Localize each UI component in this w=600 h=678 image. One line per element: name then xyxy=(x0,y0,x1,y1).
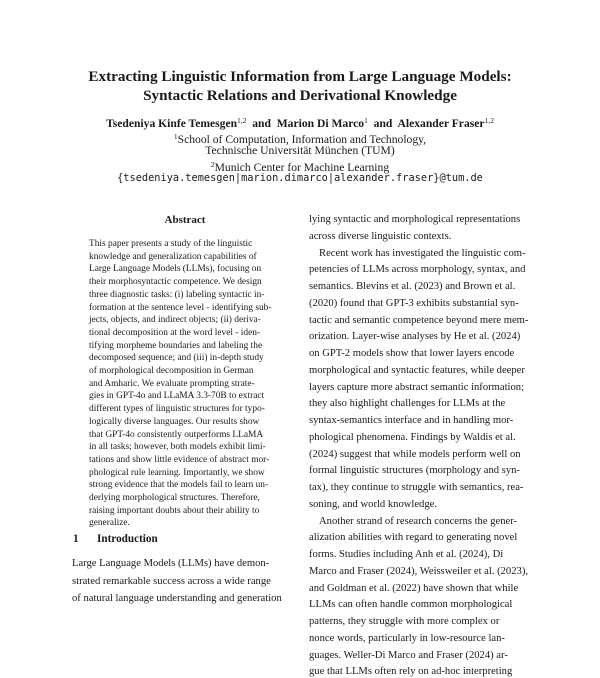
section-title: Introduction xyxy=(97,533,158,545)
text-line: (2024) suggest that while models perform well on xyxy=(309,448,521,460)
text-line: strong evidence that the models fail to learn un- xyxy=(89,480,269,491)
paper-title xyxy=(40,67,560,105)
affiliation-mark: 1 xyxy=(173,132,178,141)
abstract-heading: Abstract xyxy=(164,214,206,226)
text-line: strated remarkable success across a wide range xyxy=(72,575,271,587)
text-line: Marco and Fraser (2024), Weissweiler et al. (2023), xyxy=(309,565,528,577)
text-line: guages. Weller-Di Marco and Fraser (2024) ar- xyxy=(309,649,508,661)
text-line: their morphosyntactic competence. We design xyxy=(89,277,262,288)
title-line-2: Syntactic Relations and Derivational Knowledge xyxy=(143,87,457,104)
text-line: gue that LLMs often rely on ad-hoc interpreting xyxy=(309,666,513,678)
text-line: in all tasks; however, both models exhibit limi- xyxy=(89,442,266,453)
section-number: 1 xyxy=(73,533,79,545)
author-affiliation-mark: 1 xyxy=(364,116,368,125)
text-line: that GPT-4o consistently outperforms LLaMA xyxy=(89,429,264,440)
text-line: tax), they continue to struggle with semantics, rea- xyxy=(309,482,524,493)
text-line: tional decomposition at the word level - iden- xyxy=(89,327,261,338)
text-line: on GPT-2 models show that lower layers encode xyxy=(309,348,515,359)
affiliation-1-line-1: $^1$School of Computation, Information and Technology, xyxy=(173,132,427,146)
text-line: decomposed sequence; and (iii) in-depth study xyxy=(89,353,264,364)
text-line: of morphological decomposition in German xyxy=(89,366,254,376)
author-name: Marion Di Marco xyxy=(276,117,365,130)
text-line: phological phenomena. Findings by Waldis et al. xyxy=(309,431,516,443)
text-line: soning, and world knowledge. xyxy=(309,498,437,510)
text-line: orization. Layer-wise analyses by He et al. (2024) xyxy=(309,331,521,343)
text-line: Large Language Models (LLMs), focusing on xyxy=(89,264,262,275)
text-line: raising important doubts about their ability to xyxy=(89,505,260,516)
text-line: tifying morpheme boundaries and labeling the xyxy=(89,340,263,351)
text-line: morphological and syntactic features, while deeper xyxy=(309,364,525,376)
text-line: alization abilities with regard to generating novel xyxy=(309,532,518,544)
text-line: lying syntactic and morphological representations xyxy=(309,214,521,225)
title-line-1: Extracting Linguistic Information from Large Language Models: xyxy=(88,68,512,85)
author-separator: and xyxy=(252,117,271,130)
author-affiliation-mark: 1,2 xyxy=(237,116,247,125)
author-name: Tsedeniya Kinfe Temesgen xyxy=(106,117,238,130)
text-line: across diverse linguistic contexts. xyxy=(309,230,452,242)
text-line: gies in GPT-4o and LLaMA 3.3-70B to extract xyxy=(89,391,265,402)
text-line: phological rule learning. Importantly, we show xyxy=(89,467,265,478)
text-line: This paper presents a study of the linguistic xyxy=(89,239,253,249)
author-name: Alexander Fraser xyxy=(397,117,485,130)
affiliation-2: $^2$Munich Center for Machine Learning xyxy=(210,160,390,174)
text-line: petencies of LLMs across morphology, syntax, and xyxy=(309,264,526,276)
author-separator: and xyxy=(373,117,393,130)
text-line: nonce words, particularly in low-resource lan- xyxy=(309,632,505,644)
text-line: formation at the sentence level - identifying sub- xyxy=(89,302,272,313)
text-line: tations and show little evidence of abstract mor- xyxy=(89,454,270,465)
text-line: and Goldman et al. (2022) have shown that while xyxy=(309,582,519,594)
author-emails: {tsedeniya.temesgen|marion.dimarco|alexander.fraser}@tum.de xyxy=(117,172,483,184)
text-line: knowledge and generalization capabilities of xyxy=(89,251,257,262)
text-line: LLMs can often handle common morphological xyxy=(309,599,513,611)
text-line: Recent work has investigated the linguistic com- xyxy=(319,247,526,259)
text-line: layers capture more abstract semantic information; xyxy=(309,381,525,393)
text-line: formal linguistic structures (morphology and syn- xyxy=(309,465,520,477)
author-affiliation-mark: 1,2 xyxy=(484,116,494,125)
text-line: different types of linguistic structures for typo- xyxy=(89,404,265,415)
text-line: semantics. Blevins et al. (2023) and Brown et al. xyxy=(309,281,516,292)
text-line: Another strand of research concerns the gener- xyxy=(319,515,518,527)
text-line: tactic and semantic competence beyond mere mem- xyxy=(309,314,529,326)
text-line: syntax-semantics interface and in handling mor- xyxy=(309,415,514,426)
text-line: derlying morphological structures. Therefore, xyxy=(89,493,260,503)
text-line: of natural language understanding and generation xyxy=(72,593,282,605)
text-line: (2020) found that GPT-3 exhibits substantial syn- xyxy=(309,297,519,309)
text-line: they also highlight challenges for LLMs at the xyxy=(309,398,506,410)
text-line: jects, objects, and indirect objects; (ii) deriva- xyxy=(89,315,261,326)
affiliation-mark: 2 xyxy=(210,160,215,169)
text-line: and Amharic. We evaluate prompting strate- xyxy=(89,378,255,389)
affiliation-1-line-2: Technische Universität München (TUM) xyxy=(205,144,395,157)
text-line: three diagnostic tasks: (i) labeling syntactic in- xyxy=(89,289,265,300)
text-line: generalize. xyxy=(89,518,130,529)
text-line: Large Language Models (LLMs) have demon- xyxy=(72,558,270,569)
section-heading-introduction xyxy=(73,532,158,546)
text-line: forms. Studies including Anh et al. (2024), Di xyxy=(309,549,504,560)
text-line: patterns, they struggle with more complex or xyxy=(309,616,500,627)
text-line: logically diverse languages. Our results show xyxy=(89,416,260,427)
